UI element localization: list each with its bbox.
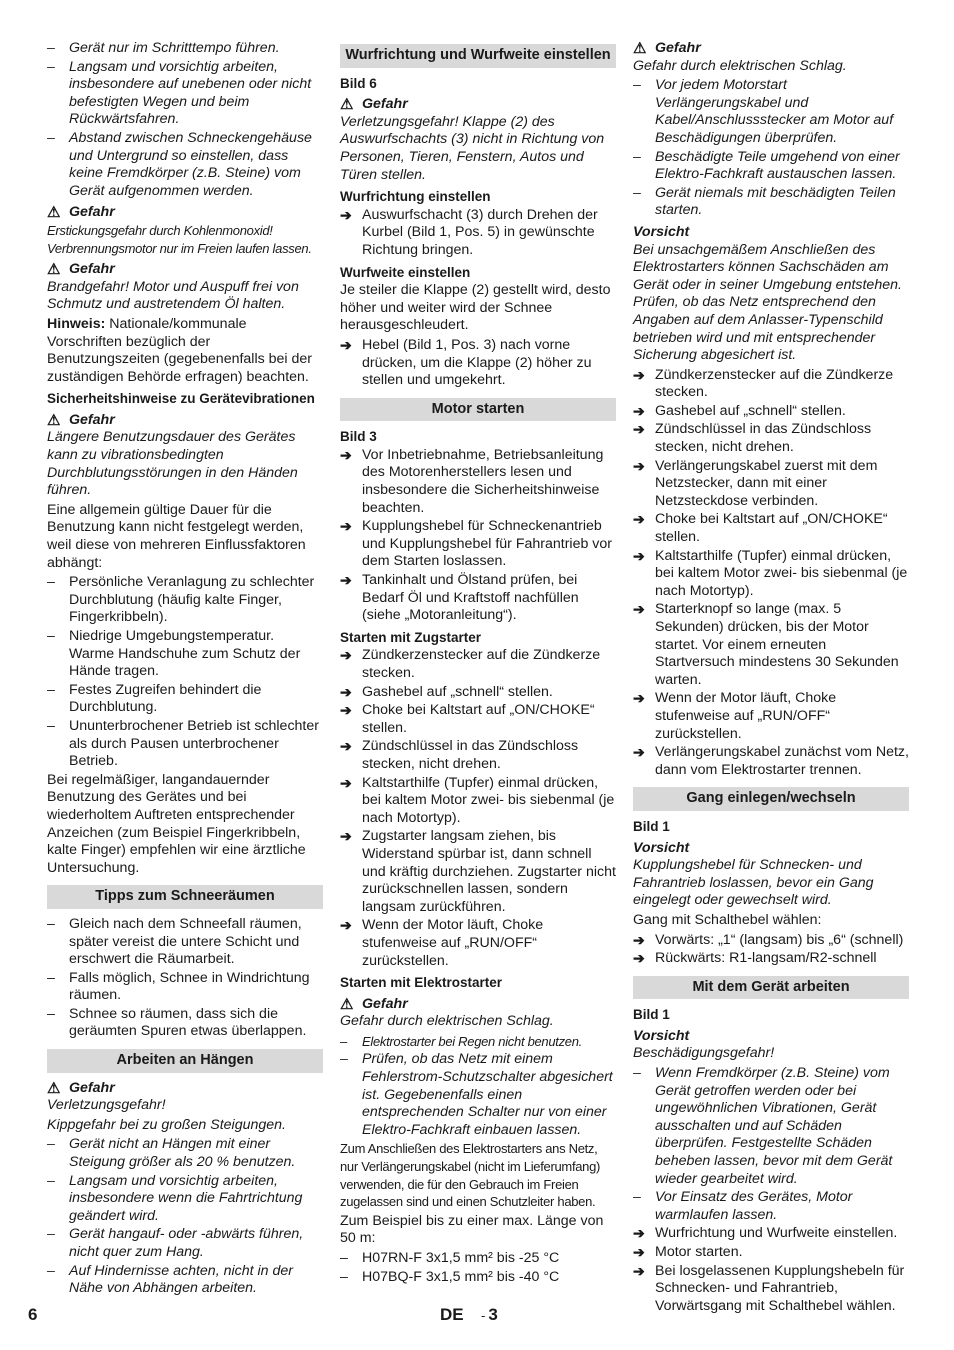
instruction-text: Zündschlüssel in das Zündschloss stecken, nicht drehen. xyxy=(655,421,872,456)
list-item-text: Auf Hindernisse achten, nicht in der Nähe von Abhängen arbeiten. xyxy=(69,1262,293,1297)
instruction-text: Starterknopf so lange (max. 5 Sekunden) drücken, bis der Motor startet. Vor einem erneuten Startversuch mindestens 30 Sekunden warten. xyxy=(655,601,899,688)
list-item-text: Schnee so räumen, dass sich die geräumten Spuren etwas überlappen. xyxy=(69,1005,307,1040)
instruction-text: Kupplungshebel für Schneckenantrieb und Kupplungshebel für Fahrantrieb vor dem Starten loslassen. xyxy=(362,518,613,570)
arrow-icon: ➔ xyxy=(633,421,645,438)
caution-label: Vorsicht xyxy=(633,839,690,856)
arrow-icon: ➔ xyxy=(633,601,645,618)
warning-label xyxy=(47,204,323,222)
section-heading: Motor starten xyxy=(340,398,616,422)
warning-label xyxy=(633,40,909,58)
subheading: Starten mit Elektrostarter xyxy=(340,975,503,991)
arrow-icon: ➔ xyxy=(633,402,645,419)
arrow-icon: ➔ xyxy=(633,1244,645,1260)
caution-label: Vorsicht xyxy=(633,1027,690,1044)
list-item-text: Gerät niemals mit beschädigten Teilen starten. xyxy=(655,184,896,219)
instruction-step xyxy=(633,690,909,743)
arrow-icon: ➔ xyxy=(340,917,352,934)
list-item xyxy=(47,1006,323,1041)
instruction-step xyxy=(340,337,616,390)
paragraph: Verletzungsgefahr! xyxy=(47,1097,166,1114)
dash-bullet: – xyxy=(47,1005,55,1022)
arrow-icon: ➔ xyxy=(340,572,352,589)
dash-bullet: – xyxy=(47,40,55,56)
list-item xyxy=(340,1051,616,1139)
dash-bullet: – xyxy=(47,915,55,932)
paragraph: Bei unsachgemäßem Anschließen des Elektrostarters können Sachschäden am Gerät oder in seiner Umgebung entstehen. Prüfen, ob das Netz entsprechend den Angaben auf dem Anlasser-Typenschild betrieben wird und mit entsprechender Sicherung abgesichert ist. xyxy=(633,241,902,364)
list-item xyxy=(47,970,323,1005)
paragraph: Eine allgemein gültige Dauer für die Benutzung kann nicht festgelegt werden, weil diese von mehreren Einflussfaktoren abhängt: xyxy=(47,501,306,571)
list-item-text: Falls möglich, Schnee in Windrichtung räumen. xyxy=(69,969,310,1004)
arrow-icon: ➔ xyxy=(633,931,645,948)
instruction-text: Zugstarter langsam ziehen, bis Widerstand spürbar ist, dann schnell und kräftig durchziehen. Zugstarter nicht zurückschnellen lassen, sondern langsam zurückführen. xyxy=(362,828,616,915)
subheading: Bild 6 xyxy=(340,75,377,91)
list-item-text: Langsam und vorsichtig arbeiten, insbesondere auf unebenen oder nicht befestigten Wegen und beim Rückwärtsfahren. xyxy=(69,58,312,128)
instruction-step xyxy=(633,548,909,601)
instruction-step xyxy=(340,738,616,773)
warning-text: Gefahr xyxy=(362,995,408,1012)
warning-icon: ⚠ xyxy=(340,995,354,1013)
list-item-text: Vor Einsatz des Gerätes, Motor warmlaufen lassen. xyxy=(655,1189,853,1223)
list-item-text: Wenn Fremdkörper (z.B. Steine) vom Gerät getroffen werden oder bei ungewöhnlichen Vibrationen, Gerät ausschalten und auf Schäden überprüfen. Festgestellte Schäden beheben lassen, bevor mit dem Gerät wieder gearbeitet wird. xyxy=(655,1065,893,1187)
list-item xyxy=(47,59,323,129)
list-item xyxy=(633,185,909,220)
instruction-step xyxy=(340,518,616,571)
arrow-icon: ➔ xyxy=(633,366,645,383)
arrow-icon: ➔ xyxy=(633,547,645,564)
list-item-text: H07BQ-F 3x1,5 mm² bis -40 °C xyxy=(362,1268,560,1285)
warning-text: Gefahr xyxy=(69,261,115,278)
list-item xyxy=(47,682,323,717)
warning-label xyxy=(47,261,323,279)
dash-bullet: – xyxy=(633,1189,641,1206)
warning-icon: ⚠ xyxy=(340,96,354,114)
instruction-text: Auswurfschacht (3) durch Drehen der Kurbel (Bild 1, Pos. 5) in gewünschte Richtung bringen. xyxy=(362,206,598,258)
list-item xyxy=(633,149,909,184)
paragraph: Längere Benutzungsdauer des Gerätes kann zu vibrationsbedingten Durchblutungsstörungen in den Händen führen. xyxy=(47,429,298,499)
list-item-text: Beschädigte Teile umgehend von einer Elektro-Fachkraft austauschen lassen. xyxy=(655,148,900,183)
list-item-text: Abstand zwischen Schneckengehäuse und Untergrund so einstellen, dass keine Fremdkörper (z.B. Steine) vom Gerät aufgenommen werden. xyxy=(69,129,312,199)
instruction-step xyxy=(633,950,909,968)
list-item-text: Prüfen, ob das Netz mit einem Fehlerstrom-Schutzschalter abgesichert ist. Gegebenenfalls einen entsprechenden Schalter nur von einer Elektro-Fachkraft einbauen lassen. xyxy=(362,1051,613,1138)
arrow-icon: ➔ xyxy=(633,744,645,761)
paragraph: Verletzungsgefahr! Klappe (2) des Auswurfschachts (3) nicht in Richtung von Personen, Tieren, Fenstern, Autos und Türen stellen. xyxy=(340,113,605,183)
paragraph: Gefahr durch elektrischen Schlag. xyxy=(340,1013,554,1030)
dash-bullet: – xyxy=(47,1226,55,1243)
instruction-text: Choke bei Kaltstart auf „ON/CHOKE“ stellen. xyxy=(655,511,888,546)
dash-bullet: – xyxy=(47,681,55,698)
list-item xyxy=(47,1263,323,1298)
list-item xyxy=(47,628,323,681)
instruction-step xyxy=(340,207,616,260)
instruction-step xyxy=(633,403,909,421)
paragraph: Je steiler die Klappe (2) gestellt wird, desto höher und weiter wird der Schnee herausgeschleudert. xyxy=(340,282,611,334)
instruction-step xyxy=(340,572,616,625)
warning-icon: ⚠ xyxy=(47,411,61,429)
instruction-text: Hebel (Bild 1, Pos. 3) nach vorne drücken, um die Klappe (2) höher zu stellen und umgekehrt. xyxy=(362,336,592,389)
subheading: Sicherheitshinweise zu Gerätevibrationen xyxy=(47,391,315,407)
caution-label: Vorsicht xyxy=(633,223,690,240)
warning-label xyxy=(47,412,323,430)
dash-bullet: – xyxy=(340,1268,348,1285)
column-right xyxy=(633,40,909,1316)
instruction-step xyxy=(633,511,909,546)
instruction-step xyxy=(633,458,909,511)
instruction-step xyxy=(633,421,909,456)
list-item-text: Persönliche Veranlagung zu schlechter Durchblutung (häufig kalte Finger, Fingerkribbeln). xyxy=(69,574,315,626)
dash-bullet: – xyxy=(47,717,55,734)
warning-label xyxy=(47,1080,323,1098)
instruction-text: Wurfrichtung und Wurfweite einstellen. xyxy=(655,1225,898,1242)
instruction-text: Tankinhalt und Ölstand prüfen, bei Bedarf Öl und Kraftstoff nachfüllen (siehe „Motoranleitung“). xyxy=(362,572,579,624)
paragraph: Erstickungsgefahr durch Kohlenmonoxid! Verbrennungsmotor nur im Freien laufen lassen. xyxy=(47,222,312,256)
column-left xyxy=(47,40,323,1299)
subheading: Wurfrichtung einstellen xyxy=(340,189,491,205)
hint-paragraph xyxy=(47,316,323,386)
list-item xyxy=(47,130,323,200)
instruction-step xyxy=(340,917,616,970)
list-item xyxy=(47,574,323,627)
list-item-text: Niedrige Umgebungstemperatur. Warme Handschuhe zum Schutz der Hände tragen. xyxy=(69,628,301,680)
dash-bullet: – xyxy=(633,77,641,94)
list-item xyxy=(340,1033,616,1051)
arrow-icon: ➔ xyxy=(633,457,645,474)
list-item xyxy=(47,1226,323,1261)
arrow-icon: ➔ xyxy=(340,702,352,719)
instruction-step xyxy=(340,775,616,828)
list-item xyxy=(47,1136,323,1171)
list-item-text: H07RN-F 3x1,5 mm² bis -25 °C xyxy=(362,1250,560,1266)
warning-icon: ⚠ xyxy=(47,261,61,279)
section-page xyxy=(481,1306,498,1325)
list-item xyxy=(47,1173,323,1226)
arrow-icon: ➔ xyxy=(340,336,352,353)
list-item-text: Elektrostarter bei Regen nicht benutzen. xyxy=(362,1033,582,1049)
list-item-text: Gerät nicht an Hängen mit einer Steigung größer als 20 % benutzen. xyxy=(69,1136,296,1171)
instruction-text: Kaltstarthilfe (Tupfer) einmal drücken, bei kaltem Motor zwei- bis siebenmal (je nach Motortyp). xyxy=(655,547,908,599)
list-item-text: Vor jedem Motorstart Verlängerungskabel und Kabel/Anschlussstecker am Motor auf Beschädigungen überprüfen. xyxy=(655,77,894,146)
instruction-text: Gashebel auf „schnell“ stellen. xyxy=(655,402,846,419)
paragraph: Bei regelmäßiger, langandauernder Benutzung des Gerätes und bei wiederholtem Auftreten entsprechender Anzeichen (zum Beispiel Fingerkribbeln, kalte Finger) empfehlen wir eine ärztliche Untersuchung. xyxy=(47,771,306,876)
list-item xyxy=(633,1065,909,1188)
hint-text: Nationale/kommunale Vorschriften bezüglich der Benutzungszeiten (gegebenenfalls bei der zuständigen Behörde erfragen) beachten. xyxy=(47,315,313,385)
instruction-text: Verlängerungskabel zuerst mit dem Netzstecker, dann mit einer Netzsteckdose verbinden. xyxy=(655,457,878,509)
arrow-icon: ➔ xyxy=(340,774,352,791)
instruction-step xyxy=(340,447,616,517)
arrow-icon: ➔ xyxy=(633,690,645,707)
warning-icon: ⚠ xyxy=(47,204,61,222)
instruction-step xyxy=(633,1225,909,1243)
instruction-step xyxy=(340,702,616,737)
list-item-text: Gleich nach dem Schneefall räumen, später vereist die untere Schicht und erschwert die Räumarbeit. xyxy=(69,915,302,968)
dash-bullet: – xyxy=(47,1172,55,1189)
instruction-text: Wenn der Motor läuft, Choke stufenweise auf „RUN/OFF“ zurückstellen. xyxy=(362,917,544,969)
subheading: Bild 3 xyxy=(340,429,377,445)
instruction-text: Bei losgelassenen Kupplungshebeln für Schnecken- und Fahrantrieb, Vorwärtsgang mit Schalthebel wählen. xyxy=(655,1262,905,1314)
section-heading: Mit dem Gerät arbeiten xyxy=(633,976,909,1000)
arrow-icon: ➔ xyxy=(340,683,352,700)
language-code: DE xyxy=(440,1305,464,1324)
warning-icon: ⚠ xyxy=(633,40,647,57)
instruction-text: Zündkerzenstecker auf die Zündkerze stecken. xyxy=(362,647,601,681)
subheading: Bild 1 xyxy=(633,818,670,834)
list-item-text: Gerät hangauf- oder -abwärts führen, nicht quer zum Hang. xyxy=(69,1226,304,1260)
list-item xyxy=(633,77,909,147)
list-item xyxy=(633,1189,909,1224)
list-item-text: Gerät nur im Schritttempo führen. xyxy=(69,40,280,56)
dash-bullet: – xyxy=(47,58,55,75)
subheading: Bild 1 xyxy=(633,1007,670,1023)
instruction-text: Motor starten. xyxy=(655,1244,743,1260)
warning-text: Gefahr xyxy=(69,411,115,428)
instruction-step xyxy=(633,1244,909,1262)
list-item-text: Ununterbrochener Betrieb ist schlechter als durch Pausen unterbrochener Betrieb. xyxy=(69,717,319,770)
instruction-text: Zündschlüssel in das Zündschloss stecken, nicht drehen. xyxy=(362,738,579,772)
arrow-icon: ➔ xyxy=(340,828,352,845)
instruction-text: Zündkerzenstecker auf die Zündkerze stecken. xyxy=(655,366,894,401)
dash-bullet: – xyxy=(633,1065,641,1082)
dash-bullet: – xyxy=(340,1250,348,1266)
dash-bullet: – xyxy=(47,1262,55,1279)
arrow-icon: ➔ xyxy=(340,647,352,664)
instruction-text: Kaltstarthilfe (Tupfer) einmal drücken, bei kaltem Motor zwei- bis siebenmal (je nach Motortyp). xyxy=(362,774,615,826)
warning-label xyxy=(340,96,616,114)
dash-bullet: – xyxy=(340,1051,348,1068)
instruction-text: Wenn der Motor läuft, Choke stufenweise auf „RUN/OFF“ zurückstellen. xyxy=(655,690,837,742)
dash-bullet: – xyxy=(340,1033,347,1049)
arrow-icon: ➔ xyxy=(633,1262,645,1279)
paragraph: Beschädigungsgefahr! xyxy=(633,1045,775,1062)
instruction-step xyxy=(633,1263,909,1316)
arrow-icon: ➔ xyxy=(633,511,645,528)
section-heading: Wurfrichtung und Wurfweite einstellen xyxy=(340,44,616,68)
list-item xyxy=(47,40,323,58)
paragraph: Zum Beispiel bis zu einer max. Länge von 50 m: xyxy=(340,1212,604,1247)
instruction-step xyxy=(340,647,616,682)
paragraph: Gefahr durch elektrischen Schlag. xyxy=(633,57,847,74)
warning-text: Gefahr xyxy=(69,204,115,221)
dash-bullet: – xyxy=(633,184,641,201)
list-item-text: Langsam und vorsichtig arbeiten, insbesondere wenn die Fahrtrichtung geändert wird. xyxy=(69,1172,303,1224)
warning-text: Gefahr xyxy=(69,1079,115,1096)
page-number: 6 xyxy=(28,1305,38,1324)
arrow-icon: ➔ xyxy=(340,738,352,755)
list-item-text: Festes Zugreifen behindert die Durchblutung. xyxy=(69,681,262,716)
hint-label: Hinweis: xyxy=(47,315,106,332)
paragraph: Kippgefahr bei zu großen Steigungen. xyxy=(47,1116,286,1133)
instruction-text: Vor Inbetriebnahme, Betriebsanleitung des Motorenherstellers lesen und insbesondere die Sicherheitshinweise beachten. xyxy=(362,446,604,516)
dash-bullet: – xyxy=(47,969,55,986)
arrow-icon: ➔ xyxy=(340,206,352,223)
instruction-step xyxy=(633,367,909,402)
arrow-icon: ➔ xyxy=(340,446,352,463)
paragraph: Kupplungshebel für Schnecken- und Fahrantrieb loslassen, bevor ein Gang eingelegt oder gewechselt wird. xyxy=(633,857,874,909)
instruction-step xyxy=(340,684,616,702)
list-item xyxy=(47,916,323,969)
dash-bullet: – xyxy=(47,1136,55,1153)
dash-bullet: – xyxy=(47,574,55,591)
list-item xyxy=(47,718,323,771)
instruction-text: Verlängerungskabel zunächst vom Netz, dann vom Elektrostarter trennen. xyxy=(655,744,909,778)
footer-dash: - xyxy=(481,1308,486,1323)
instruction-step xyxy=(340,828,616,916)
section-heading: Tipps zum Schneeräumen xyxy=(47,885,323,909)
warning-label xyxy=(340,996,616,1014)
instruction-text: Vorwärts: „1“ (langsam) bis „6“ (schnell) xyxy=(655,931,904,948)
section-heading: Arbeiten an Hängen xyxy=(47,1049,323,1073)
paragraph: Brandgefahr! Motor und Auspuff frei von Schmutz und austretendem Öl halten. xyxy=(47,278,299,313)
dash-bullet: – xyxy=(633,148,641,165)
dash-bullet: – xyxy=(47,129,55,146)
list-item xyxy=(340,1250,616,1268)
arrow-icon: ➔ xyxy=(340,518,352,535)
column-middle xyxy=(340,40,616,1287)
section-page-number: 3 xyxy=(488,1305,498,1324)
instruction-text: Rückwärts: R1-langsam/R2-schnell xyxy=(655,950,877,967)
instruction-step xyxy=(633,932,909,950)
dash-bullet: – xyxy=(47,628,55,644)
warning-icon: ⚠ xyxy=(47,1079,61,1097)
warning-text: Gefahr xyxy=(655,40,701,56)
paragraph: Gang mit Schalthebel wählen: xyxy=(633,911,822,928)
arrow-icon: ➔ xyxy=(633,950,645,967)
warning-text: Gefahr xyxy=(362,96,408,113)
paragraph: Zum Anschließen des Elektrostarters ans Netz, nur Verlängerungskabel (nicht im Lieferumfang) verwenden, die für den Gebrauch im Freien zugelassen sind und einen Schutzleiter haben. xyxy=(340,1141,601,1210)
instruction-text: Choke bei Kaltstart auf „ON/CHOKE“ stellen. xyxy=(362,702,595,736)
subheading: Wurfweite einstellen xyxy=(340,264,471,280)
section-heading: Gang einlegen/wechseln xyxy=(633,787,909,811)
list-item xyxy=(340,1269,616,1287)
subheading: Starten mit Zugstarter xyxy=(340,629,482,645)
arrow-icon: ➔ xyxy=(633,1225,645,1242)
instruction-text: Gashebel auf „schnell“ stellen. xyxy=(362,683,553,700)
instruction-step xyxy=(633,744,909,779)
instruction-step xyxy=(633,601,909,689)
